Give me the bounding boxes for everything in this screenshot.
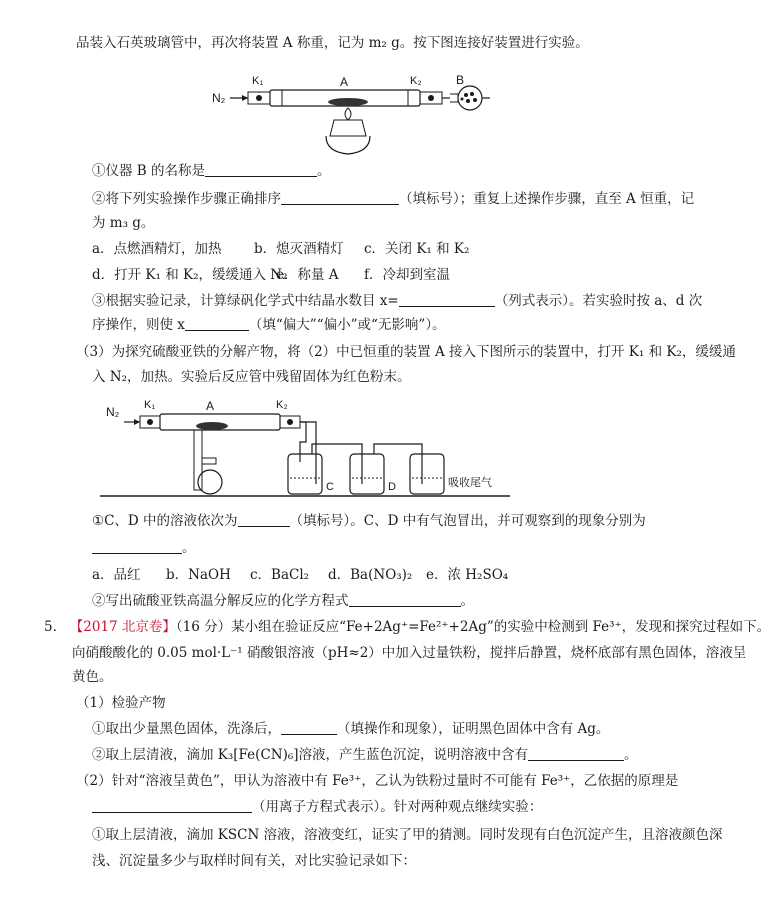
figure2-n2-label: N₂ — [106, 405, 120, 419]
question-5-line2: 向硝酸酸化的 0.05 mol·L⁻¹ 硝酸银溶液（pH≈2）中加入过量铁粉，搅拌后静置，烧杯底部有黑色固体，溶液呈 — [72, 645, 747, 661]
figure2-d-label: D — [388, 481, 396, 493]
residue-powder — [196, 422, 228, 430]
figure2-c-label: C — [326, 481, 334, 493]
options-row-solutions — [92, 566, 508, 584]
option-d: d．打开 K₁ 和 K₂，缓缓通入 N₂ — [92, 267, 288, 283]
figure2-k2-label: K₂ — [276, 399, 288, 411]
figure1-k2-label: K₂ — [410, 75, 422, 87]
figure1-k1-label: K₁ — [252, 75, 264, 87]
sub2-line2: （用离子方程式表示）。针对两种观点继续实验： — [92, 798, 542, 816]
answer-blank-6[interactable] — [92, 540, 182, 554]
option-f: f．冷却到室温 — [364, 267, 450, 283]
sub1-title: （1）检验产物 — [76, 695, 166, 711]
option-b: b．熄灭酒精灯 — [254, 241, 344, 257]
answer-blank-8[interactable] — [281, 721, 337, 735]
answer-blank-5[interactable] — [238, 513, 290, 527]
answer-blank-9[interactable] — [528, 747, 624, 761]
answer-blank-2[interactable] — [281, 191, 399, 205]
question-order-steps-line2: 为 m₃ g。 — [92, 215, 155, 231]
question-crystal-water: ③根据实验记录，计算绿矾化学式中结晶水数目 x= （列式表示）。若实验时按 a、d 次 — [92, 293, 703, 309]
answer-blank-4[interactable] — [185, 317, 249, 331]
question-instrument-b: ①仪器 B 的名称是 。 — [92, 163, 331, 179]
tail-gas-bottle — [410, 454, 444, 494]
option-e: e．称量 A — [276, 267, 339, 283]
question-5-line3: 黄色。 — [72, 669, 113, 685]
figure1-n2-label: N₂ — [212, 91, 226, 105]
answer-blank-1[interactable] — [205, 163, 317, 177]
question-crystal-water-line2: 序操作，则使 x （填“偏大”“偏小”或“无影响”）。 — [92, 317, 446, 333]
options-row-1 — [92, 240, 469, 258]
figure1-a-label: A — [340, 75, 349, 89]
valve-k1-icon — [147, 419, 153, 425]
part3-line2: 入 N₂，加热。实验后反应管中残留固体为红色粉末。 — [92, 369, 411, 385]
valve-k2-icon — [287, 419, 293, 425]
alcohol-lamp-icon — [330, 120, 366, 136]
sub1-question-1: ①取出少量黑色固体，洗涤后， （填操作和现象），证明黑色固体中含有 Ag。 — [92, 721, 610, 737]
question-order-steps: ②将下列实验操作步骤正确排序 （填标号）；重复上述操作步骤，直至 A 恒重，记 — [92, 191, 695, 207]
question-solutions-cd-line2: 。 — [92, 539, 196, 557]
valve-k2-icon — [428, 95, 434, 101]
apparatus-figure-1 — [200, 72, 490, 162]
sample-powder — [328, 98, 368, 106]
option-d-bano32: d．Ba(NO₃)₂ — [328, 567, 413, 583]
sub2-line1: （2）针对“溶液呈黄色”，甲认为溶液中有 Fe³⁺，乙认为铁粉过量时不可能有 Fe³⁺，乙依据的原理是 — [76, 773, 679, 789]
wash-bottle-d — [350, 454, 384, 494]
option-b-naoh: b．NaOH — [166, 567, 231, 583]
figure2-tail-label: 吸收尾气 — [448, 477, 492, 489]
figure2-a-label: A — [206, 399, 215, 413]
sub1-question-2: ②取上层清液，滴加 K₃[Fe(CN)₆]溶液，产生蓝色沉淀，说明溶液中含有 。 — [92, 747, 638, 763]
question-5-header: 5. 【2017 北京卷】（16 分）某小组在验证反应“Fe+2Ag⁺=Fe²⁺+2Ag”的实验中检测到 Fe³⁺，发现和探究过程如下。 — [44, 619, 770, 635]
valve-k1-icon — [256, 95, 262, 101]
figure1-b-label: B — [456, 73, 465, 87]
sub2-q1-line2: 浅、沉淀量多少与取样时间有关，对比实验记录如下： — [92, 853, 416, 869]
question-solutions-cd: ①C、D 中的溶液依次为 （填标号）。C、D 中有气泡冒出，并可观察到的现象分别为 — [92, 513, 646, 529]
source-tag: 【2017 北京卷】 — [69, 619, 176, 635]
intro-line: 品装入石英玻璃管中，再次将装置 A 称重，记为 m₂ g。按下图连接好装置进行实验。 — [76, 35, 589, 51]
question-decomposition-equation: ②写出硫酸亚铁高温分解反应的化学方程式 。 — [92, 593, 474, 609]
answer-blank-3[interactable] — [399, 293, 495, 307]
figure2-k1-label: K₁ — [144, 399, 156, 411]
part3-line1: （3）为探究硫酸亚铁的分解产物，将（2）中已恒重的装置 A 接入下图所示的装置中，打开 K₁ 和 K₂，缓缓通 — [76, 344, 736, 360]
sub2-q1-line1: ①取上层清液，滴加 KSCN 溶液，溶液变红，证实了甲的猜测。同时发现有白色沉淀产生，且溶液颜色深 — [92, 827, 723, 843]
option-a-pinhong: a．品红 — [92, 567, 141, 583]
option-e-h2so4: e．浓 H₂SO₄ — [426, 567, 509, 583]
answer-blank-10[interactable] — [92, 799, 252, 813]
answer-blank-7[interactable] — [349, 593, 461, 607]
option-c-bacl2: c．BaCl₂ — [250, 567, 310, 583]
options-row-2 — [92, 266, 450, 284]
option-a: a．点燃酒精灯，加热 — [92, 241, 222, 257]
option-c: c．关闭 K₁ 和 K₂ — [364, 241, 470, 257]
apparatus-figure-2 — [100, 398, 520, 508]
wash-bottle-c — [288, 454, 322, 494]
